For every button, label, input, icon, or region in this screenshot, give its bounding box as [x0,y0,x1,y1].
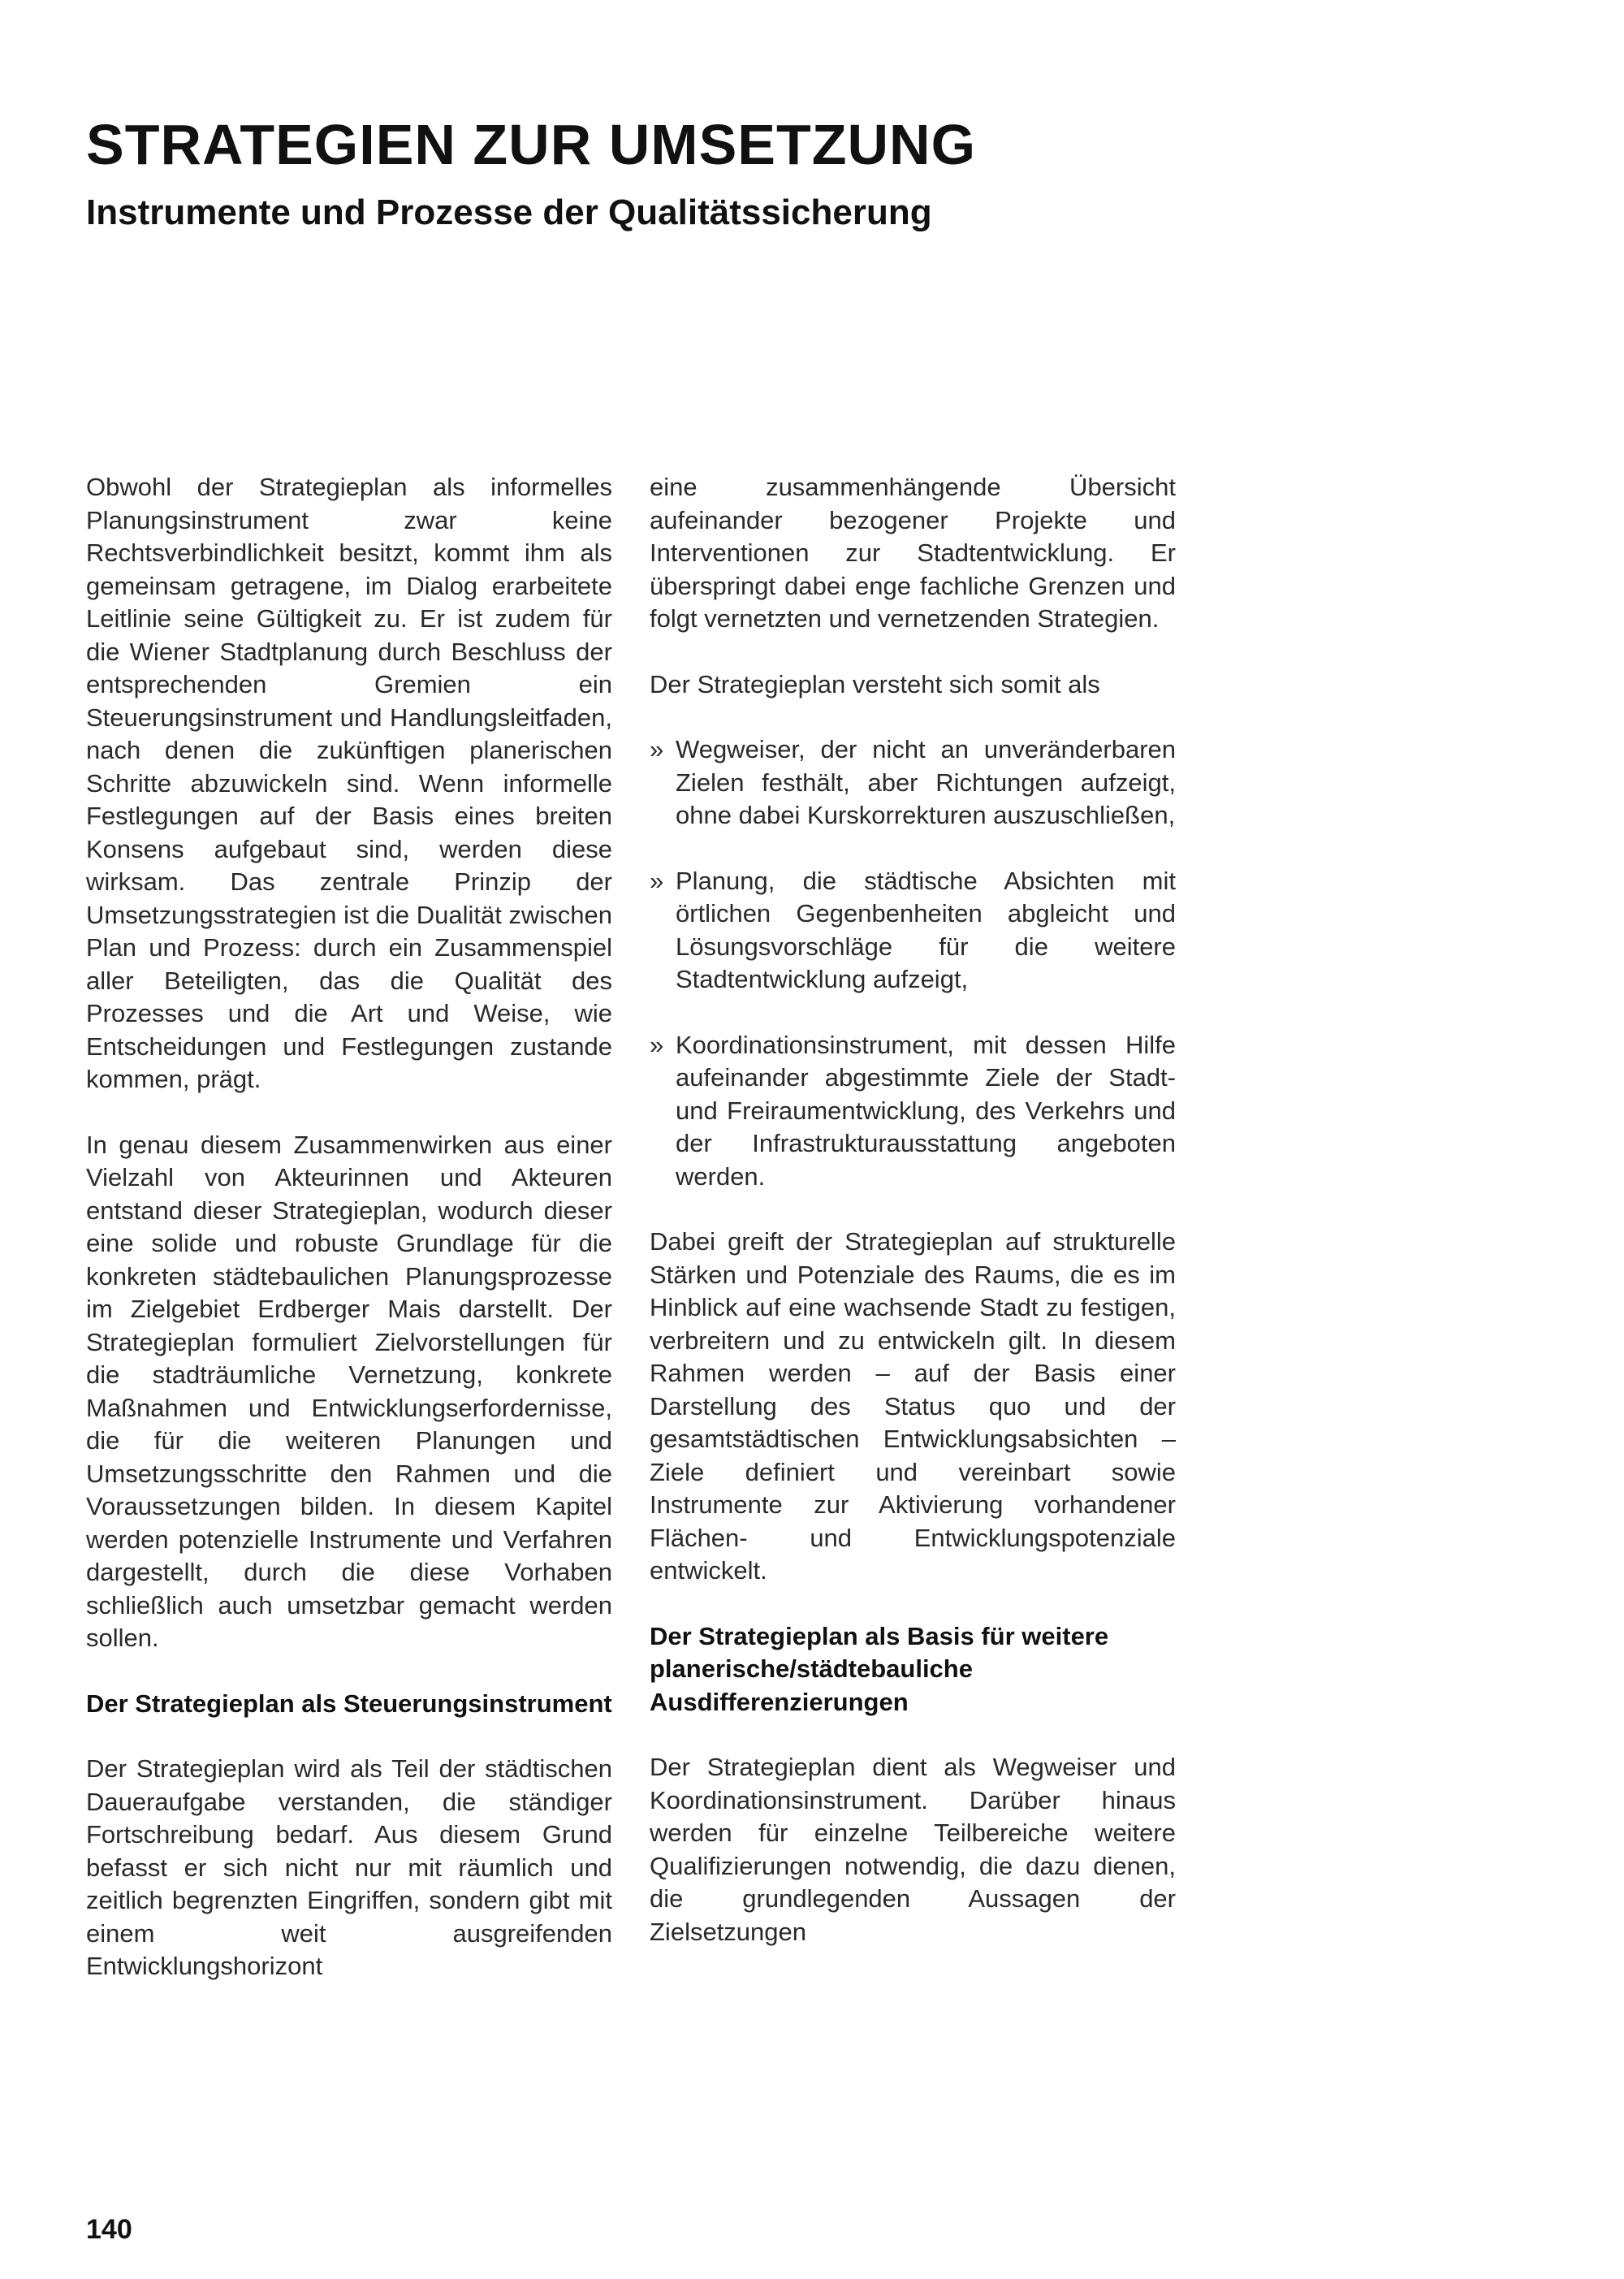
list-item-text: Koordinationsinstrument, mit dessen Hilfe aufeinander abgestimmte Ziele der Stadt- und Freiraumentwicklung, des Verkehrs und der Infrastrukturausstattung angeboten werden. [676,1030,1176,1191]
left-paragraph-3: Der Strategieplan wird als Teil der städtischen Daueraufgabe verstanden, die ständiger Fortschreibung bedarf. Aus diesem Grund befasst er sich nicht nur mit räumlich und zeitlich begrenzten Eingriffen, sondern gibt mit einem weit ausgreifenden Entwicklungshorizont [86,1754,612,1980]
left-paragraph-1: Obwohl der Strategieplan als informelles Planungsinstrument zwar keine Rechtsverbindlichkeit besitzt, kommt ihm als gemeinsam getragene, im Dialog erarbeitete Leitlinie seine Gültigkeit zu. Er ist zudem für die Wiener Stadtplanung durch Beschluss der entsprechenden Gremien ein Steuerungsinstrument und Handlungsleitfaden, nach denen die zukünftigen planerischen Schritte abzuwickeln sind. Wenn informelle Festlegungen auf der Basis eines breiten Konsens aufgebaut sind, werden diese wirksam. Das zentrale Prinzip der Umsetzungsstrategien ist die Dualität zwischen Plan und Prozess: durch ein Zusammenspiel aller Beteiligten, das die Qualität des Prozesses und die Art und Weise, wie Entscheidungen und Festlegungen zustande kommen, prägt. [86,473,612,1093]
bullet-marker-icon: » [650,866,664,895]
right-paragraph-2: Der Strategieplan versteht sich somit als [650,669,1100,698]
list-item [650,733,1176,832]
bullet-list [650,733,1176,1193]
page-number: 140 [86,2214,132,2245]
right-paragraph-3: Dabei greift der Strategieplan auf strukturelle Stärken und Potenziale des Raums, die es im Hinblick auf eine wachsende Stadt zu festigen, verbreitern und zu entwickeln gilt. In diesem Rahmen werden – auf der Basis einer Darstellung des Status quo und der gesamtstädtischen Entwicklungsabsichten – Ziele definiert und vereinbart sowie Instrumente zur Aktivierung vorhandener Flächen- und Entwicklungspotenziale entwickelt. [650,1227,1176,1585]
list-item-text: Wegweiser, der nicht an unveränderbaren Zielen festhält, aber Richtungen aufzeigt, ohne dabei Kurskorrekturen auszuschließen, [676,735,1176,829]
list-item-text: Planung, die städtische Absichten mit örtlichen Gegenbenheiten abgleicht und Lösungsvorschläge für die weitere Stadtentwicklung aufzeigt, [676,866,1176,993]
left-paragraph-2: In genau diesem Zusammenwirken aus einer Vielzahl von Akteurinnen und Akteuren entstand dieser Strategieplan, wodurch dieser eine solide und robuste Grundlage für die konkreten städtebaulichen Planungsprozesse im Zielgebiet Erdberger Mais darstellt. Der Strategieplan formuliert Zielvorstellungen für die stadträumliche Vernetzung, konkrete Maßnahmen und Entwicklungserfordernisse, die für die weiteren Planungen und Umsetzungsschritte den Rahmen und die Voraussetzungen bilden. In diesem Kapitel werden potenzielle Instrumente und Verfahren dargestellt, durch die diese Vorhaben schließlich auch umsetzbar gemacht werden sollen. [86,1130,612,1652]
list-item [650,1029,1176,1194]
right-paragraph-1: eine zusammenhängende Übersicht aufeinander bezogener Projekte und Interventionen zur Stadtentwicklung. Er überspringt dabei enge fachliche Grenzen und folgt vernetzten und vernetzenden Strategien. [650,473,1176,633]
bullet-marker-icon: » [650,735,664,763]
left-column [86,471,612,2016]
list-item [650,865,1176,997]
right-section-heading: Der Strategieplan als Basis für weitere planerische/städtebauliche Ausdifferenzierungen [650,1621,1109,1716]
page-title: STRATEGIEN ZUR UMSETZUNG [86,113,977,176]
right-paragraph-4: Der Strategieplan dient als Wegweiser und Koordinationsinstrument. Darüber hinaus werden für einzelne Teilbereiche weitere Qualifizierungen notwendig, die dazu dienen, die grundlegenden Aussagen der Zielsetzungen [650,1753,1176,1946]
bullet-marker-icon: » [650,1030,664,1059]
page-subtitle: Instrumente und Prozesse der Qualitätssicherung [86,192,932,232]
left-section-heading: Der Strategieplan als Steuerungsinstrument [86,1689,612,1718]
right-column [650,471,1176,1981]
